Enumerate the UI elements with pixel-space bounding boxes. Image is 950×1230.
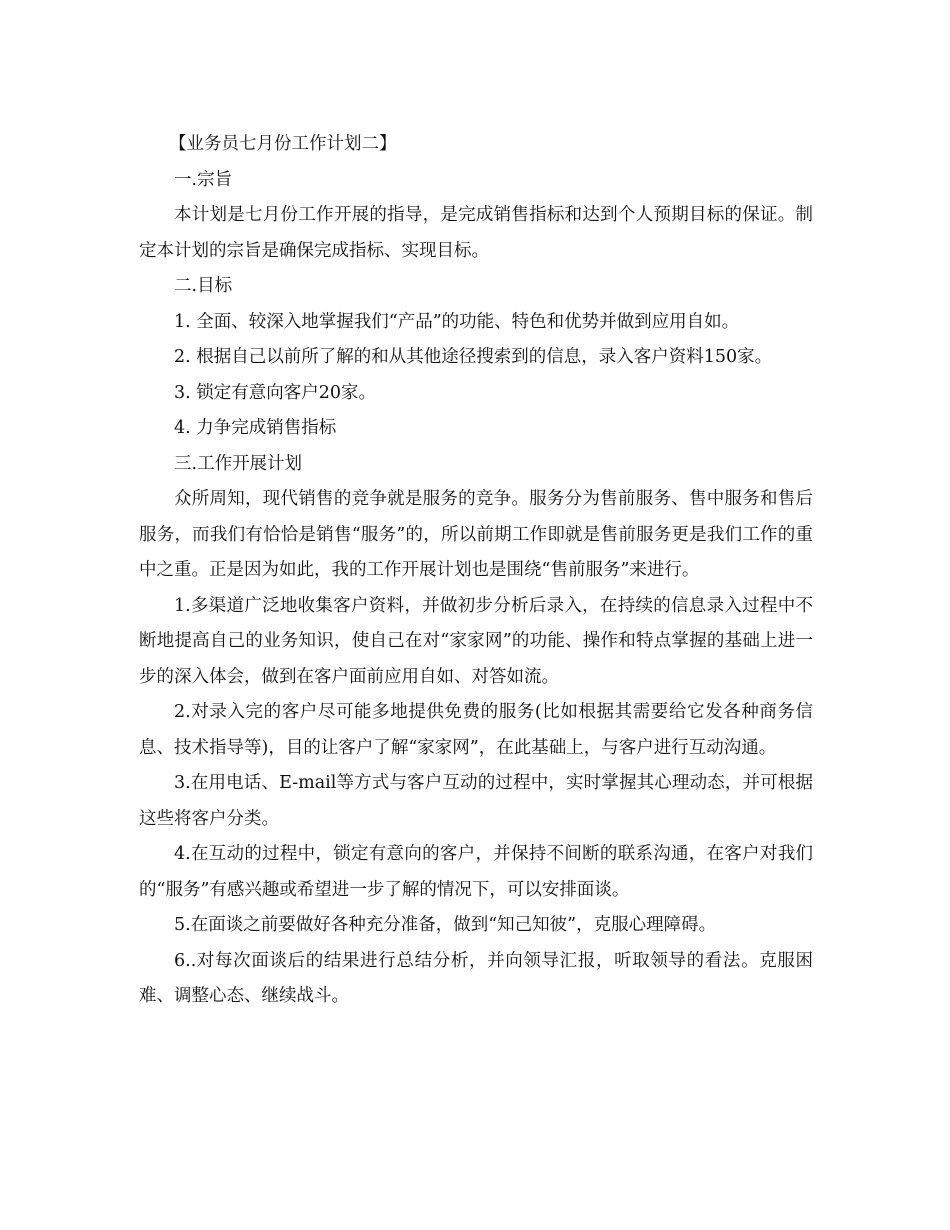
plan-item-2: 2.对录入完的客户尽可能多地提供免费的服务(比如根据其需要给它发各种商务信息、技术指导等)，目的让客户了解“家家网”，在此基础上，与客户进行互动沟通。: [139, 702, 813, 758]
plan-item-1: 1.多渠道广泛地收集客户资料，并做初步分析后录入，在持续的信息录入过程中不断地提高自己的业务知识，使自己在对“家家网”的功能、操作和特点掌握的基础上进一步的深入体会，做到在客户面前应用自如、对答如流。: [139, 595, 813, 687]
goal-item-1: 1. 全面、较深入地掌握我们“产品”的功能、特色和优势并做到应用自如。: [174, 311, 740, 332]
document-page: [139, 127, 813, 1015]
paragraph-purpose: 本计划是七月份工作开展的指导，是完成销售指标和达到个人预期目标的保证。制定本计划的宗旨是确保完成指标、实现目标。: [139, 205, 813, 261]
plan-item-6: 6..对每次面谈后的结果进行总结分析，并向领导汇报，听取领导的看法。克服困难、调整心态、继续战斗。: [139, 950, 813, 1006]
plan-item-5: 5.在面谈之前要做好各种充分准备，做到“知己知彼”，克服心理障碍。: [174, 915, 717, 935]
goal-item-4: 4. 力争完成销售指标: [174, 418, 337, 438]
plan-item-3: 3.在用电话、E-mail等方式与客户互动的过程中，实时掌握其心理动态，并可根据这些将客户分类。: [139, 773, 813, 829]
paragraph-plan-intro: 众所周知，现代销售的竞争就是服务的竞争。服务分为售前服务、售中服务和售后服务，而我们有恰恰是销售“服务”的，所以前期工作即就是售前服务更是我们工作的重中之重。正是因为如此，我的工作开展计划也是围绕“售前服务”来进行。: [139, 489, 813, 580]
section-heading-goals: 二.目标: [174, 276, 233, 296]
document-title: 【业务员七月份工作计划二】: [169, 134, 397, 154]
section-heading-plan: 三.工作开展计划: [174, 453, 303, 474]
goal-item-3: 3. 锁定有意向客户20家。: [174, 382, 377, 403]
section-heading-purpose: 一.宗旨: [174, 169, 233, 190]
goal-item-2: 2. 根据自己以前所了解的和从其他途径搜索到的信息，录入客户资料150家。: [174, 347, 773, 367]
plan-item-4: 4.在互动的过程中，锁定有意向的客户，并保持不间断的联系沟通，在客户对我们的“服务”有感兴趣或希望进一步了解的情况下，可以安排面谈。: [139, 844, 813, 900]
